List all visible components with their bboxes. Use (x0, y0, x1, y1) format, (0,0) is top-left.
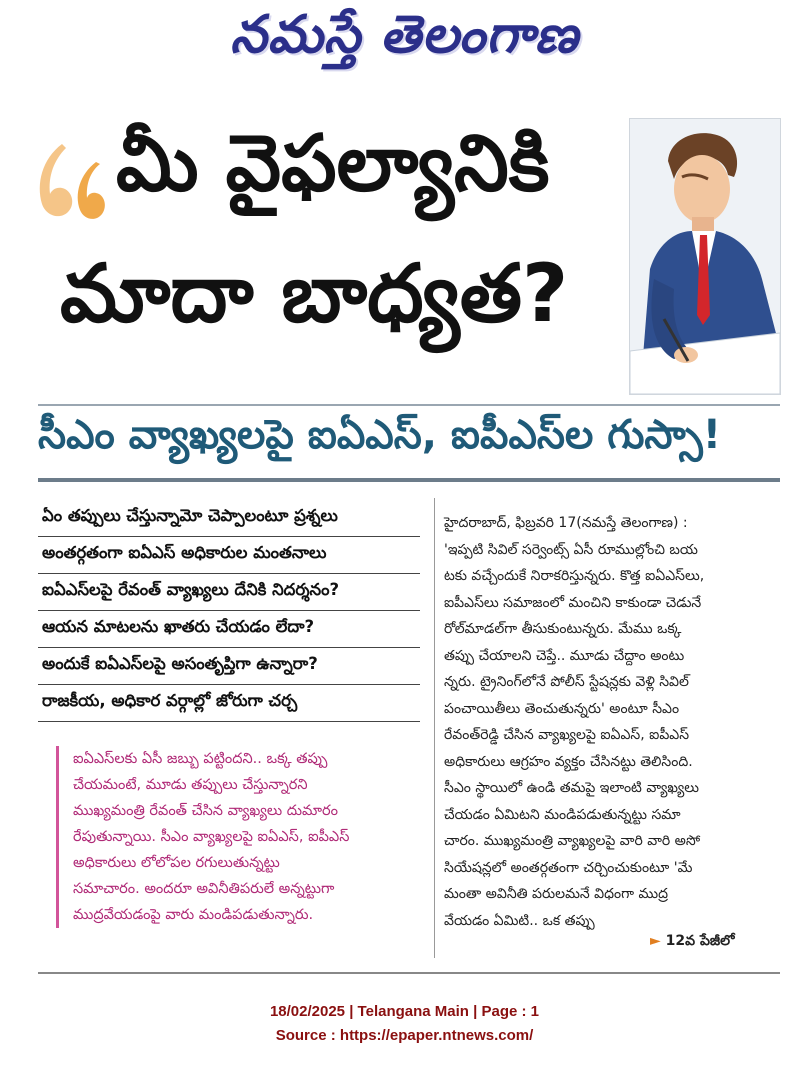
divider (38, 404, 780, 406)
story-line: రోల్‌మాడల్‌గా తీసుకుంటున్నరు. మేము ఒక్క (444, 621, 682, 637)
highlight-point: అందుకే ఐఏఎస్‌లపై అసంతృప్తిగా ఉన్నారా? (38, 648, 420, 685)
story-line: చేయడం ఏమిటని మండిపడుతున్నట్టు సమా (444, 806, 681, 823)
continued-label: 12వ పేజీలో (665, 933, 735, 949)
story-line: అధికారులు ఆగ్రహం వ్యక్తం చేసినట్టు తెలిసింది. (444, 753, 693, 770)
continued-on-page[interactable] (650, 933, 735, 952)
quote-mark-icon (32, 124, 110, 234)
story-line: చారం. ముఖ్యమంత్రి వ్యాఖ్యలపై వారి వారి అసో (444, 833, 701, 849)
masthead: నమస్తే తెలంగాణ (230, 4, 579, 65)
arrow-icon: ► (650, 933, 661, 949)
divider (38, 478, 780, 482)
story-line: తప్పు చేయాలని చెప్తే.. మూడు చేద్దాం అంటు (444, 647, 685, 664)
highlight-point: ఐఏఎస్‌లపై రేవంత్‌ వ్యాఖ్యలు దేనికి నిదర్శనం? (38, 574, 420, 611)
summary-box (56, 746, 443, 928)
footer-date-edition: 18/02/2025 | Telangana Main | Page : 1 (269, 1003, 540, 1020)
headline-line-2: మాదా బాధ్యత? (60, 247, 569, 340)
highlight-point: ఆయన మాటలను ఖాతరు చేయడం లేదా? (38, 611, 420, 648)
story-line: వేయడం ఏమిటి.. ఒక తప్పు (444, 912, 595, 929)
story-line: రేవంత్‌రెడ్డి చేసిన వ్యాఖ్యలపై ఐఏఎస్‌, ఐపీఎస్‌ (444, 727, 690, 743)
story-line: పంచాయితీలు తెంచుతున్నరు' అంటూ సీఎం (444, 700, 680, 717)
story-line: న్నరు. ట్రైనింగ్‌లోనే పోలీస్‌ స్టేషన్లకు వెళ్లి సివిల్‌ (444, 674, 689, 690)
summary-line: సమాచారం. అందరూ అవినీతిపరులే అన్నట్టుగా (73, 881, 335, 897)
highlight-point: రాజకీయ, అధికార వర్గాల్లో జోరుగా చర్చ (38, 685, 420, 722)
summary-line: రేపుతున్నాయి. సీఎం వ్యాఖ్యలపై ఐఏఎస్‌, ఐపీఎస్‌ (73, 829, 350, 845)
column-divider (434, 498, 435, 958)
story-line: హైదరాబాద్‌, ఫిబ్రవరి 17(నమస్తే తెలంగాణ) : (444, 515, 688, 531)
summary-line: ఐఏఎస్‌లకు ఏసీ జబ్బు పట్టిందని.. ఒక్క తప్పు (73, 751, 328, 767)
headline-line-1: మీ వైఫల్యానికి (116, 119, 550, 209)
story-line: మంతా అవినీతి పరులమనే విధంగా ముద్ర (444, 886, 668, 902)
highlight-point: ఏం తప్పులు చేస్తున్నామో చెప్పాలంటూ ప్రశ్నలు (38, 500, 420, 537)
highlight-points (38, 500, 420, 722)
story-line: 'ఇప్పటి సివిల్‌ సర్వెంట్స్‌ ఏసీ రూముల్లోంచి బయ (444, 541, 698, 558)
story-line: ఐపీఎస్‌లు సమాజంలో మంచిని కాకుండా చెడునే (444, 594, 702, 611)
story-line: టకు వచ్చేందుకే నిరాకరిస్తున్నరు. కొత్త ఐఏఎస్‌లు, (444, 568, 705, 584)
divider (38, 972, 780, 974)
summary-line: అధికారులు లోలోపల రగులుతున్నట్టు (73, 855, 280, 871)
summary-line: చేయమంటే, మూడు తప్పులు చేస్తున్నారని (73, 777, 308, 793)
story-line: సీఎం స్థాయిలో ఉండి తమపై ఇలాంటి వ్యాఖ్యలు (444, 780, 700, 796)
highlight-point: అంతర్గతంగా ఐఏఎస్‌ అధికారుల మంతనాలు (38, 537, 420, 574)
subheadline: సీఎం వ్యాఖ్యలపై ఐఏఎస్‌, ఐపీఎస్‌ల గుస్సా! (38, 412, 721, 458)
businessman-illustration (629, 118, 781, 395)
summary-line: ముఖ్యమంత్రి రేవంత్‌ చేసిన వ్యాఖ్యలు దుమారం (73, 803, 338, 819)
summary-line: ముద్రవేయడంపై వారు మండిపడుతున్నారు. (73, 907, 314, 923)
story-line: సియేషన్లలో అంతర్గతంగా చర్చించుకుంటూ 'మే (444, 859, 693, 876)
footer-source[interactable]: Source : https://epaper.ntnews.com/ (275, 1027, 534, 1044)
story-body (444, 510, 774, 934)
